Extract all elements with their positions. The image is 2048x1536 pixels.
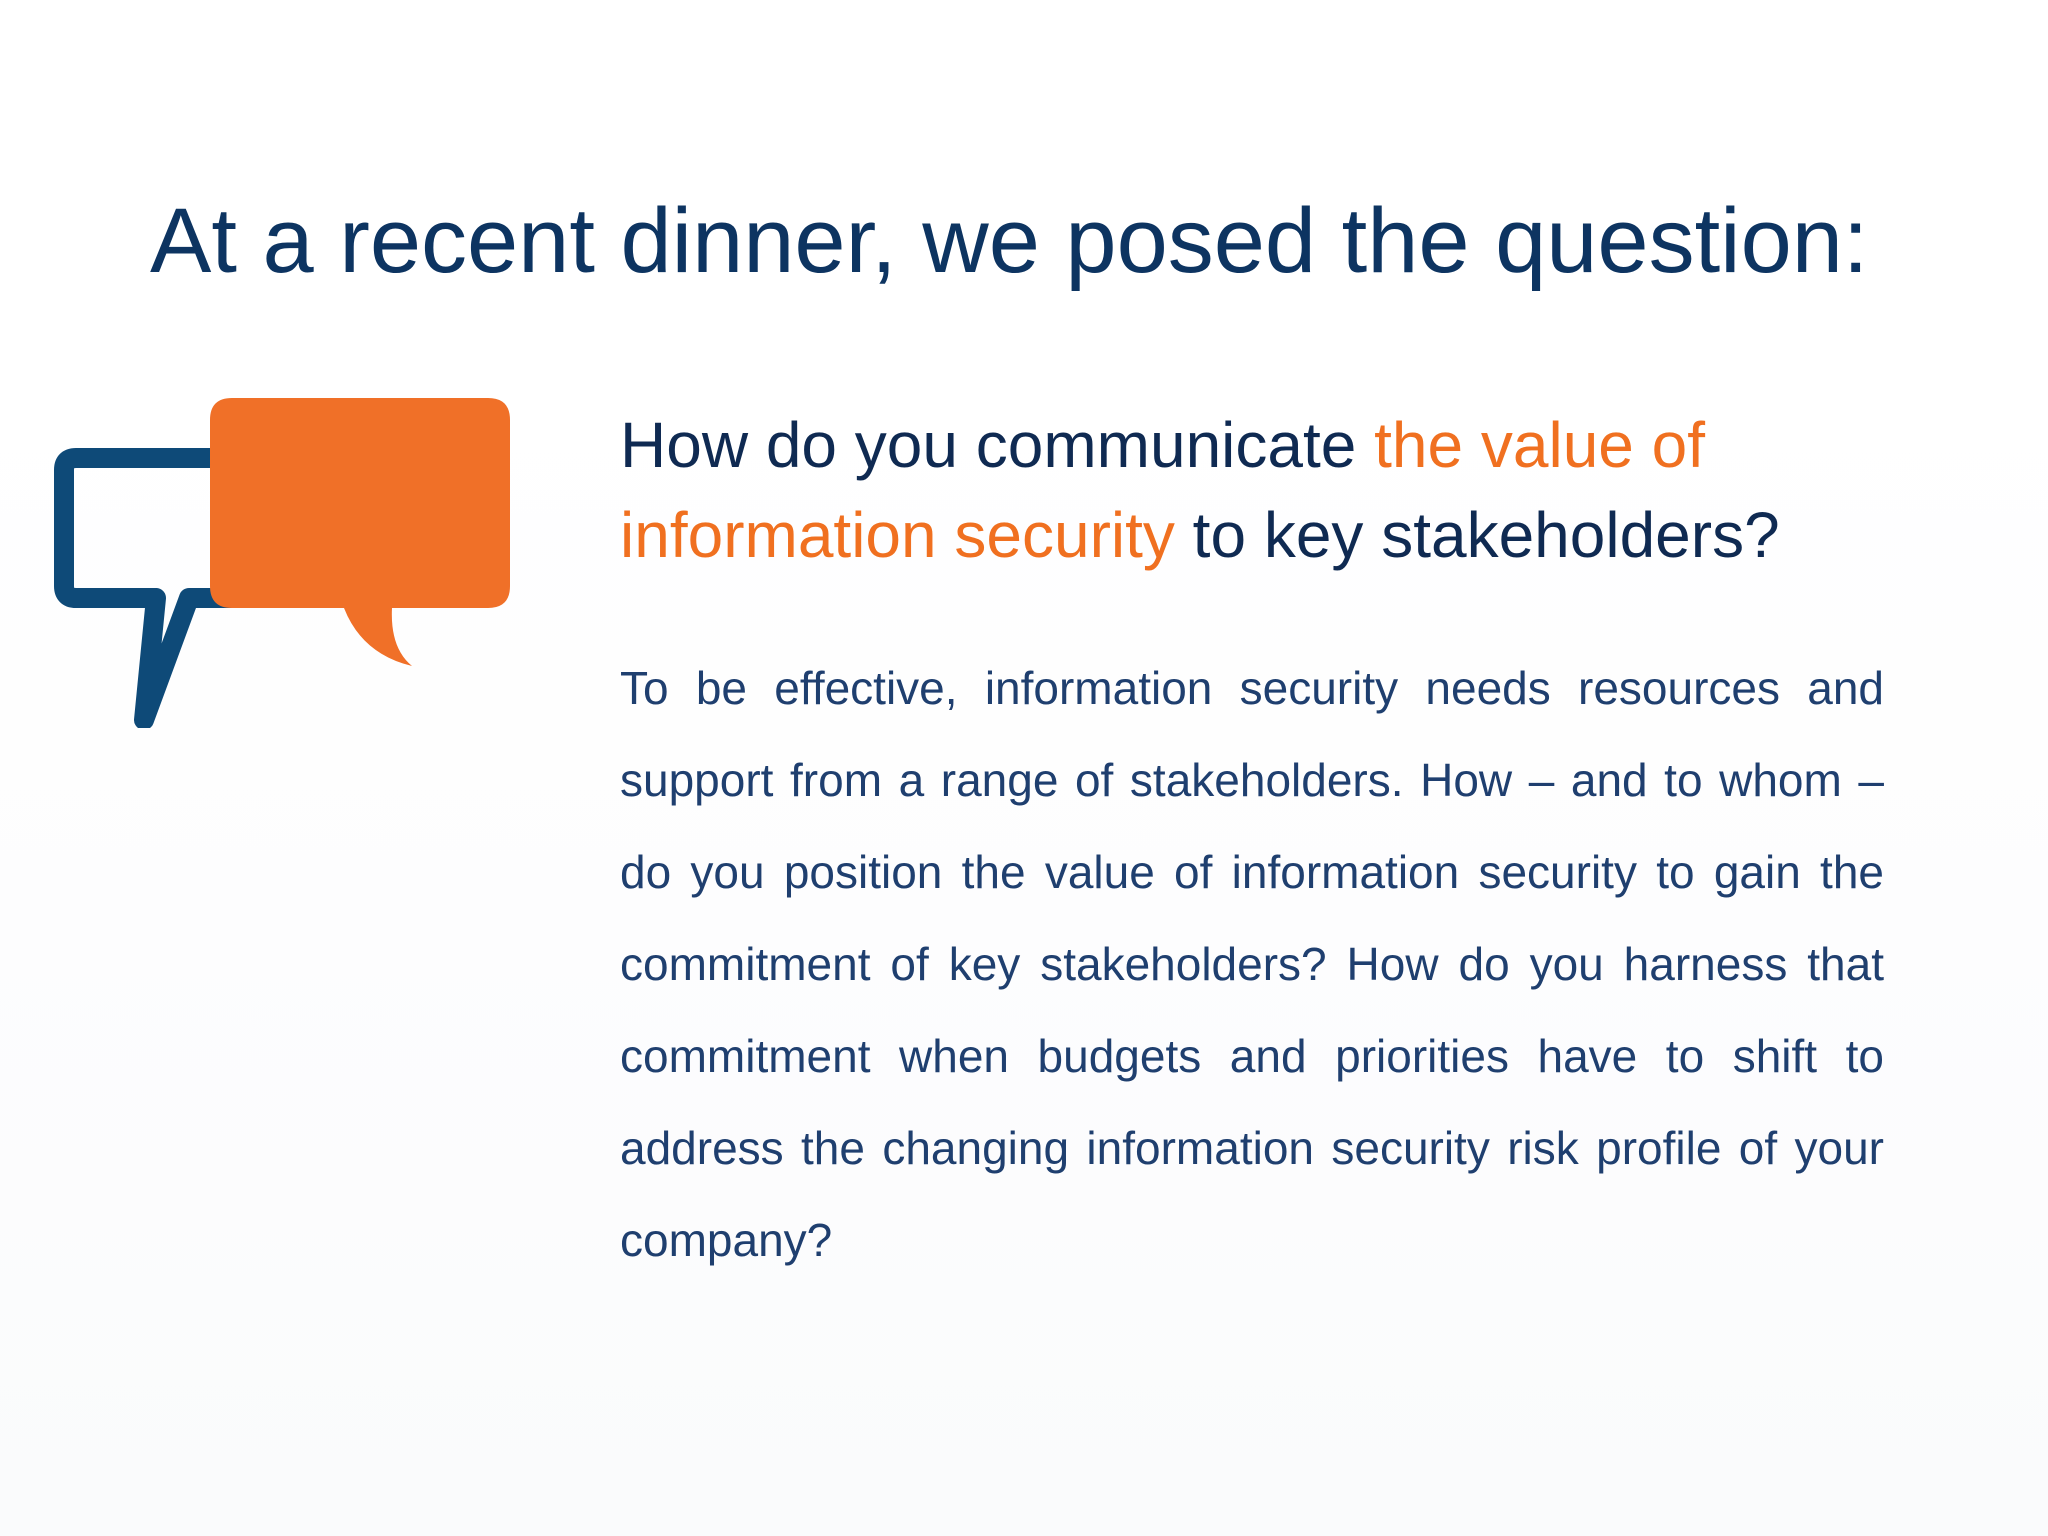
slide-title: At a recent dinner, we posed the question:	[150, 190, 1869, 292]
question-part-2: to key stakeholders?	[1174, 499, 1780, 571]
key-question	[620, 400, 1900, 580]
speech-bubbles-icon	[54, 398, 514, 728]
question-part-1: How do you communicate	[620, 409, 1375, 481]
question-highlight: the value of information security	[620, 409, 1706, 571]
body-paragraph: To be effective, information security needs resources and support from a range of stakeholders. How – and to whom – do you position the value of information security to gain the commitment of key stakeholders? How do you harness that commitment when budgets and priorities have to shift to address the changing information security risk profile of your company?	[620, 662, 1884, 1266]
orange-speech-bubble	[210, 398, 510, 666]
